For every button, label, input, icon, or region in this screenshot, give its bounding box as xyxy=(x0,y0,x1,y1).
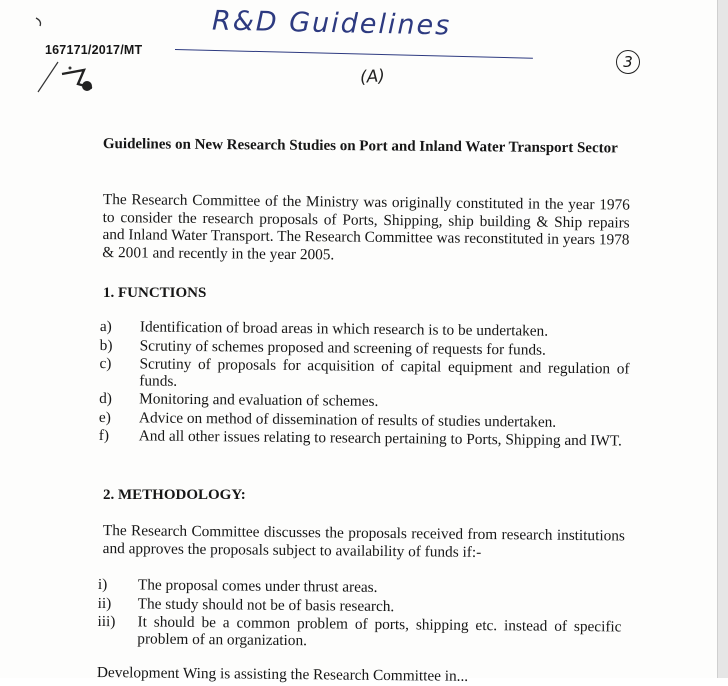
list-text: And all other issues relating to research pertaining to Ports, Shipping and IWT. xyxy=(138,427,623,450)
list-marker: c) xyxy=(99,354,112,373)
document-title: Guidelines on New Research Studies on Port and Inland Water Transport Sector xyxy=(102,135,618,157)
handwritten-mark-icon xyxy=(30,12,110,102)
handwritten-underline xyxy=(175,49,533,59)
list-text: The study should not be of basis research. xyxy=(137,594,395,615)
list-item xyxy=(97,614,621,652)
list-item xyxy=(99,428,629,450)
list-text: The proposal comes under thrust areas. xyxy=(137,576,378,596)
file-number: 167171/2017/MT xyxy=(45,43,143,57)
list-marker: d) xyxy=(99,389,113,408)
cutoff-paragraph: Development Wing is assisting the Research Committee in... xyxy=(96,664,469,685)
list-marker: i) xyxy=(97,576,108,594)
section-heading-methodology: 2. METHODOLOGY: xyxy=(103,487,246,503)
list-text: Monitoring and evaluation of schemes. xyxy=(139,390,379,410)
methodology-list xyxy=(97,577,622,654)
circled-page-number: 3 xyxy=(616,50,640,74)
section-heading-functions: 1. FUNCTIONS xyxy=(103,285,207,301)
list-marker: ii) xyxy=(97,594,112,612)
list-item xyxy=(99,356,629,395)
functions-list xyxy=(99,319,630,452)
list-text: Advice on method of dissemination of results of studies undertaken. xyxy=(138,408,557,431)
list-marker: b) xyxy=(99,336,113,354)
methodology-paragraph: The Research Committee discusses the proposals received from research institutions and approves the proposals subject to availability of funds if:- xyxy=(102,522,625,561)
list-text: Identification of broad areas in which research is to be undertaken. xyxy=(139,318,549,340)
viewer-scrollbar[interactable] xyxy=(717,0,728,678)
handwritten-title: R&D Guidelines xyxy=(211,5,452,42)
intro-paragraph: The Research Committee of the Ministry was originally constituted in the year 1976 to consider the research proposals of Ports, Shipping, ship building & Ship repairs and Inland Water Transport. The Research Committee was reconstituted in years 1978 & 2001 and recently in the year 2005. xyxy=(102,191,630,263)
list-text: Scrutiny of schemes proposed and screening of requests for funds. xyxy=(139,336,546,359)
list-text: Scrutiny of proposals for acquisition of capital equipment and regulation of funds. xyxy=(139,355,630,390)
list-text: It should be a common problem of ports, shipping etc. instead of specific problem of an organization. xyxy=(137,613,622,649)
handwritten-number: (A) xyxy=(359,66,386,88)
list-marker: f) xyxy=(98,426,110,445)
list-marker: a) xyxy=(99,318,112,336)
list-marker: iii) xyxy=(97,612,116,631)
list-marker: e) xyxy=(98,408,111,426)
